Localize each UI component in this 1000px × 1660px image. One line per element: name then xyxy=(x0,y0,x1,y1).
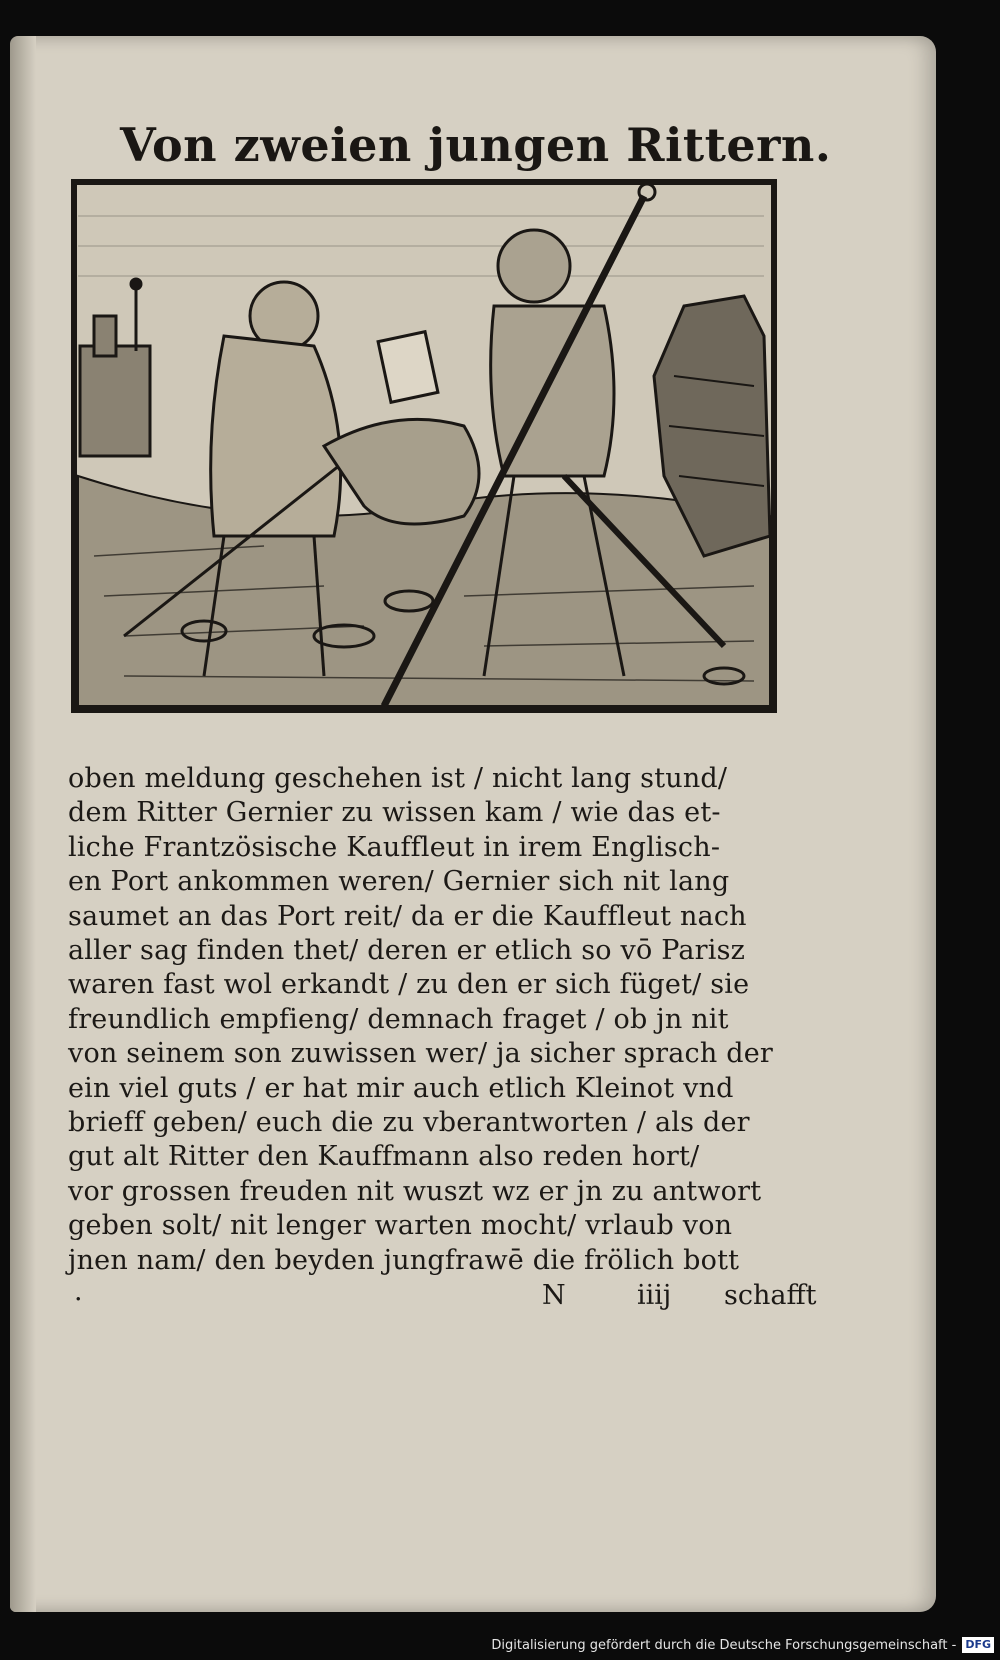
text-line: geben solt/ nit lenger warten mocht/ vrlaub von xyxy=(68,1210,733,1242)
text-line: von seinem son zuwissen wer/ ja sicher sprach der xyxy=(68,1038,774,1070)
page-heading: Von zweien jungen Rittern. xyxy=(120,118,832,172)
signature-mark: N xyxy=(542,1280,566,1311)
text-line: vor grossen freuden nit wuszt wz er jn zu antwort xyxy=(68,1175,762,1207)
dfg-logo: DFG xyxy=(962,1637,994,1653)
marginal-dot: · xyxy=(74,1284,83,1315)
catchword: schafft xyxy=(724,1280,817,1311)
text-line: saumet an das Port reit/ da er die Kauffleut nach xyxy=(68,900,747,932)
text-line: waren fast wol erkandt / zu den er sich füget/ sie xyxy=(68,969,750,1001)
body-text xyxy=(68,762,828,1278)
signature-number: iiij xyxy=(637,1280,672,1311)
text-line: jnen nam/ den beyden jungfrawē die frölich bott xyxy=(68,1244,740,1276)
text-line: brieff geben/ euch die zu vberantworten / als der xyxy=(68,1107,750,1139)
text-line: oben meldung geschehen ist / nicht lang stund/ xyxy=(68,763,728,794)
woodcut-illustration xyxy=(64,176,784,724)
digitization-footer xyxy=(491,1634,994,1656)
page-gutter xyxy=(10,36,36,1612)
book-page xyxy=(10,36,936,1612)
text-line: dem Ritter Gernier zu wissen kam / wie das et- xyxy=(68,797,721,829)
text-line: aller sag finden thet/ deren er etlich so vō Parisz xyxy=(68,935,746,967)
text-line: en Port ankommen weren/ Gernier sich nit lang xyxy=(68,866,730,898)
text-line: liche Frantzösische Kauffleut in irem Englisch- xyxy=(68,831,721,863)
text-line: gut alt Ritter den Kauffmann also reden hort/ xyxy=(68,1141,700,1173)
text-line: ein viel guts / er hat mir auch etlich Kleinot vnd xyxy=(68,1072,734,1104)
footer-credit: Digitalisierung gefördert durch die Deutsche Forschungsgemeinschaft - xyxy=(491,1637,957,1653)
signature-line xyxy=(62,1280,822,1320)
text-line: freundlich empfieng/ demnach fraget / ob jn nit xyxy=(68,1003,729,1035)
